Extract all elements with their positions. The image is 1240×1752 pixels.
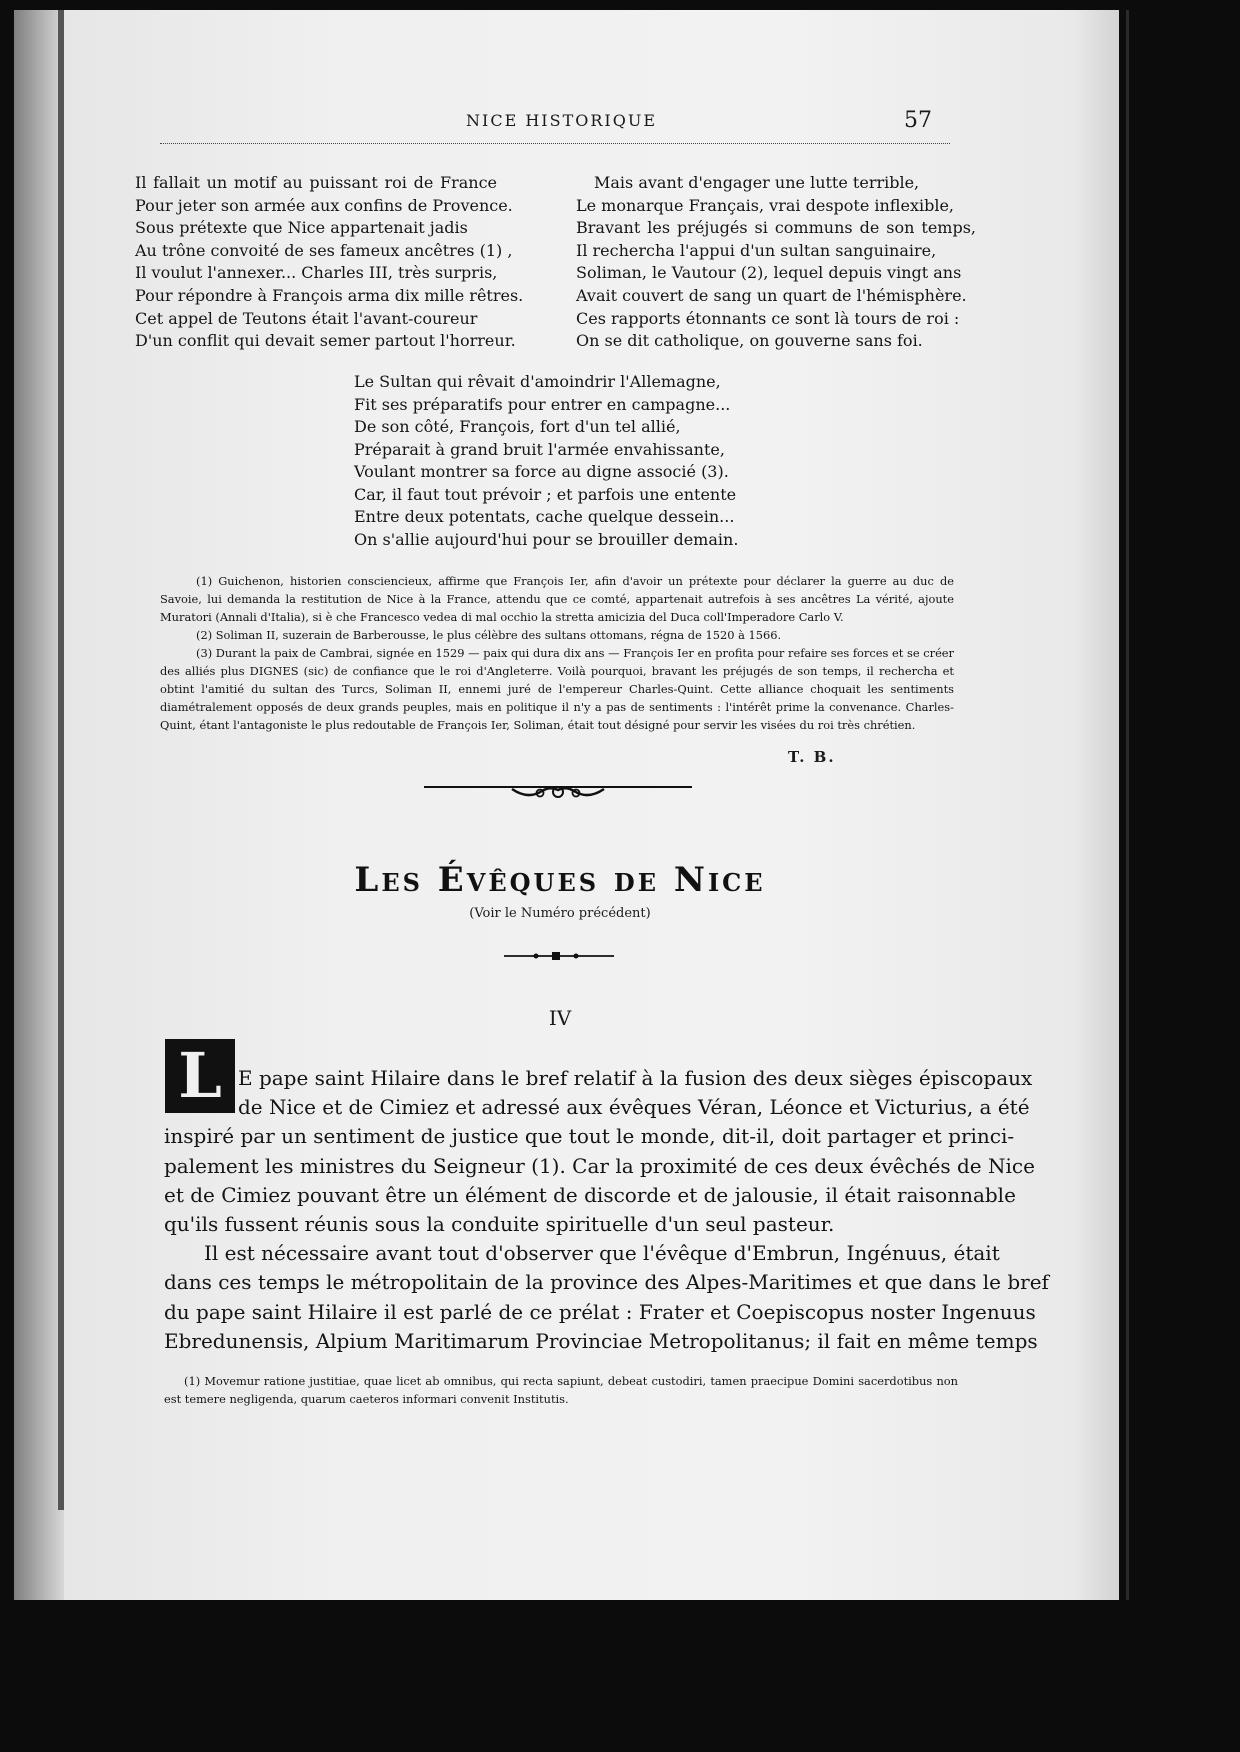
body-line: et de Cimiez pouvant être un élément de discorde et de jalousie, il était raisonnable — [164, 1182, 1016, 1207]
verse-line: Le Sultan qui rêvait d'amoindrir l'Allemagne, — [354, 372, 721, 391]
verse-line: Pour jeter son armée aux confins de Provence. — [135, 195, 513, 215]
body-line: inspiré par un sentiment de justice que tout le monde, dit-il, doit partager et princi- — [164, 1124, 1015, 1149]
verse-line: Pour répondre à François arma dix mille rêtres. — [135, 285, 524, 305]
header-rule — [160, 143, 950, 144]
verse-line: Ces rapports étonnants ce sont là tours de roi : — [576, 308, 960, 328]
verse-left-column — [135, 172, 524, 353]
body-line: de Nice et de Cimiez et adressé aux évêques Véran, Léonce et Victurius, a été — [238, 1095, 1030, 1120]
verse-line: On s'allie aujourd'hui pour se brouiller demain. — [354, 529, 739, 549]
article-footnotes — [164, 1372, 958, 1408]
verse-line: Avait couvert de sang un quart de l'hémisphère. — [576, 285, 967, 305]
verse-center-stanza — [354, 371, 739, 551]
body-line: Il est nécessaire avant tout d'observer que l'évêque d'Embrun, Ingénuus, était — [204, 1241, 1000, 1266]
verse-line: Mais avant d'engager une lutte terrible, — [594, 173, 920, 192]
verse-line: Le monarque Français, vrai despote inflexible, — [576, 195, 954, 215]
verse-line: Cet appel de Teutons était l'avant-coureur — [135, 308, 478, 328]
article-body — [164, 1064, 1049, 1356]
footnote-3: (3) Durant la paix de Cambrai, signée en 1529 — paix qui dura dix ans — François Ier en profita pour refaire ses forces et se créer des alliés plus DIGNES (sic) de confiance que le roi d'Angleterre. Voilà pourquoi, bravant les préjugés de son temps, il rechercha et obtint l'amitié du sultan des Turcs, Soliman II, ennemi juré de l'empereur Charles-Quint. Cette alliance choquait les sentiments diamétralement opposés de deux grands peuples, mais en politique il n'y a pas de sentiments : l'intérêt prime la convenance. Charles-Quint, étant l'antagoniste le plus redoutable de François Ier, Soliman, était tout désigné pour servir les visées du roi très chrétien. — [160, 646, 954, 732]
small-divider-icon — [504, 949, 614, 963]
verse-line: Il rechercha l'appui d'un sultan sanguinaire, — [576, 240, 937, 260]
page-right-edge — [1126, 10, 1129, 1600]
verse-right-column — [576, 172, 976, 353]
chapter-number: IV — [548, 1006, 572, 1030]
poem-footnotes — [160, 572, 954, 734]
body-line: du pape saint Hilaire il est parlé de ce prélat : Frater et Coepiscopus noster Ingenuus — [164, 1299, 1036, 1324]
divider-ornament-icon — [424, 778, 692, 804]
verse-line: Bravant les préjugés si communs de son temps, — [576, 218, 976, 238]
section-title: Les Évêques de Nice — [354, 860, 766, 900]
verse-line: Il voulut l'annexer... Charles III, très surpris, — [135, 263, 498, 283]
verse-line: Voulant montrer sa force au digne associé (3). — [354, 462, 729, 481]
verse-line: D'un conflit qui devait semer partout l'horreur. — [135, 331, 516, 351]
running-title: NICE HISTORIQUE — [466, 111, 657, 130]
verse-line: Au trône convoité de ses fameux ancêtres (1) , — [135, 240, 513, 260]
page-number: 57 — [904, 108, 932, 133]
author-signature: T. B. — [788, 748, 836, 766]
verse-line: Fit ses préparatifs pour entrer en campagne... — [354, 394, 731, 414]
section-subtitle: (Voir le Numéro précédent) — [469, 906, 651, 921]
dropcap-letter: L — [178, 1039, 222, 1112]
body-line: palement les ministres du Seigneur (1). Car la proximité de ces deux évêchés de Nice — [164, 1153, 1035, 1178]
verse-line: Préparait à grand bruit l'armée envahissante, — [354, 439, 725, 459]
footnote-2: (2) Soliman II, suzerain de Barberousse, le plus célèbre des sultans ottomans, régna de 1520 à 1566. — [196, 628, 782, 642]
article-footnote-1: (1) Movemur ratione justitiae, quae licet ab omnibus, qui recta sapiunt, debeat custodiri, tamen praecipue Domini sacerdotibus non est temere negligenda, quarum caeteros informari convenit Institutis. — [164, 1374, 958, 1406]
body-line: dans ces temps le métropolitain de la province des Alpes-Maritimes et que dans le bref — [164, 1270, 1049, 1295]
verse-line: Soliman, le Vautour (2), lequel depuis vingt ans — [576, 263, 962, 283]
page-binding-shadow — [14, 10, 64, 1600]
binding-edge — [58, 10, 64, 1510]
body-line: qu'ils fussent réunis sous la conduite spirituelle d'un seul pasteur. — [164, 1212, 835, 1237]
footnote-1: (1) Guichenon, historien consciencieux, affirme que François Ier, afin d'avoir un prétexte pour déclarer la guerre au duc de Savoie, lui demanda la restitution de Nice à la France, attendu que ce comté, appartenait autrefois à ses ancêtres La vérité, ajoute Muratori (Annali d'Italia), si è che Francesco vedea di mal occhio la stretta amicizia del Duca coll'Imperadore Carlo V. — [160, 574, 954, 624]
body-line: Ebredunensis, Alpium Maritimarum Provinciae Metropolitanus; il fait en même temps — [164, 1328, 1038, 1353]
body-line: E pape saint Hilaire dans le bref relatif à la fusion des deux sièges épiscopaux — [238, 1066, 1033, 1090]
verse-line: On se dit catholique, on gouverne sans foi. — [576, 331, 923, 351]
verse-line: Car, il faut tout prévoir ; et parfois une entente — [354, 484, 737, 504]
verse-line: De son côté, François, fort d'un tel allié, — [354, 417, 681, 436]
verse-line: Entre deux potentats, cache quelque dessein... — [354, 507, 735, 526]
verse-line: Sous prétexte que Nice appartenait jadis — [135, 218, 468, 238]
verse-line: Il fallait un motif au puissant roi de France — [135, 173, 497, 192]
